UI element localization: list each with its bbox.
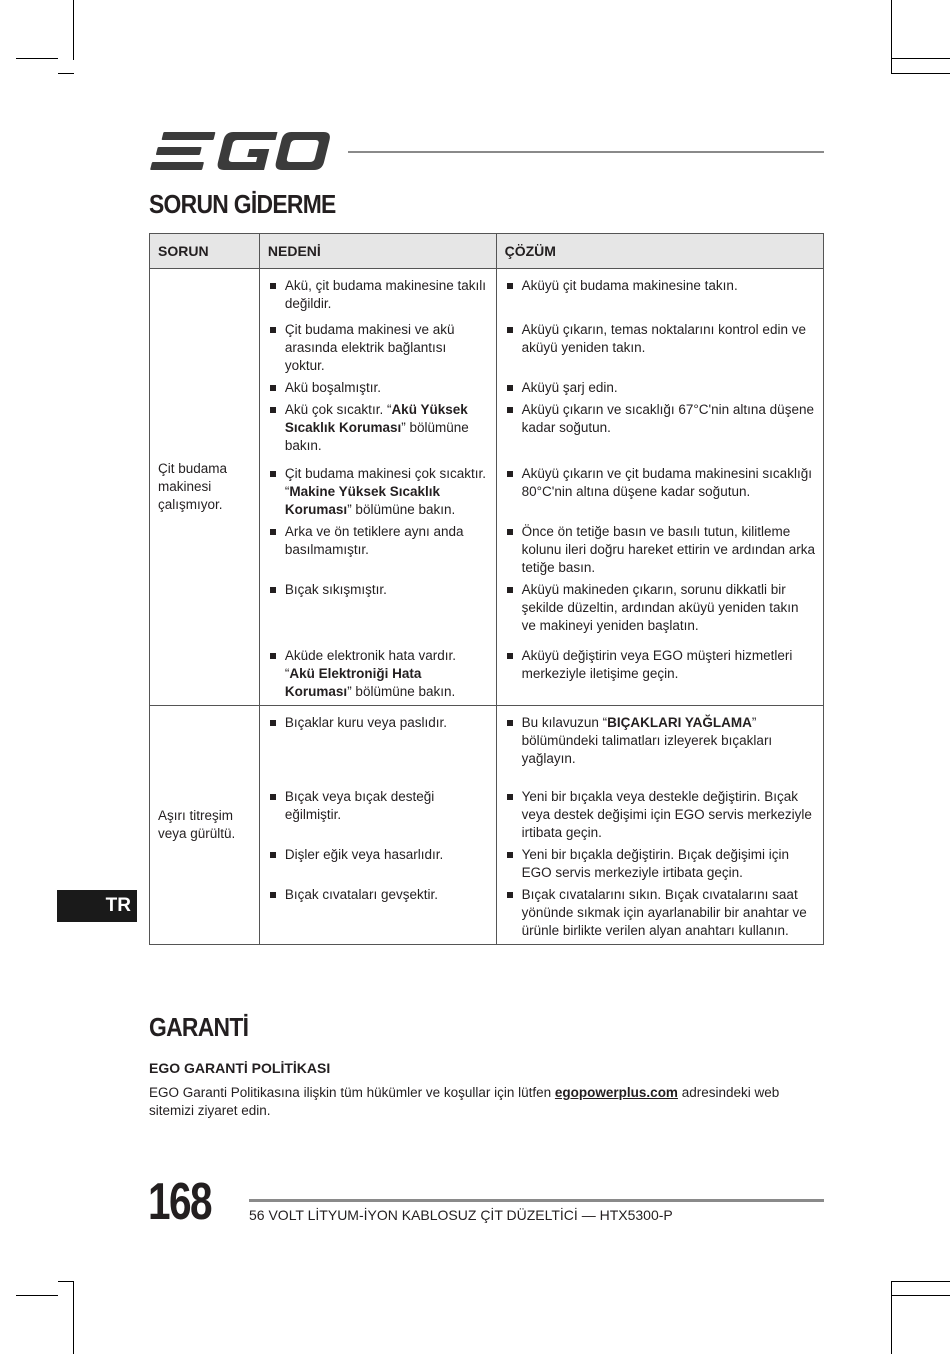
square-bullet-icon xyxy=(270,385,276,391)
square-bullet-icon xyxy=(270,407,276,413)
text-segment: ” bölümüne bakın. xyxy=(347,684,456,699)
cause-item xyxy=(260,846,496,864)
cause-item xyxy=(260,788,496,824)
crop-mark xyxy=(16,1295,58,1296)
cause-text xyxy=(285,886,488,904)
cause-item xyxy=(260,401,496,455)
solution-item xyxy=(497,647,823,683)
text-segment: Akü, çit budama makinesine takılı değildir. xyxy=(284,278,487,311)
cause-item xyxy=(260,714,496,732)
square-bullet-icon xyxy=(507,720,513,726)
crop-mark xyxy=(891,0,892,74)
text-segment: Bıçak sıkışmıştır. xyxy=(284,582,387,597)
solution-item xyxy=(497,465,823,501)
solution-cell xyxy=(496,581,823,647)
square-bullet-icon xyxy=(270,327,276,333)
cause-cell xyxy=(259,846,496,886)
cause-cell xyxy=(259,321,496,379)
crop-mark xyxy=(16,58,58,59)
crop-mark xyxy=(891,1281,892,1354)
solution-cell xyxy=(496,788,823,846)
cause-text xyxy=(285,647,488,701)
solution-text xyxy=(522,846,815,882)
cause-cell xyxy=(259,379,496,401)
warranty-text-after: adresindeki web sitemizi ziyaret edin. xyxy=(149,1085,780,1118)
cause-cell xyxy=(259,886,496,945)
table-row xyxy=(150,269,824,322)
warranty-title: GARANTİ xyxy=(149,1012,249,1042)
cause-text xyxy=(285,788,488,824)
text-segment: Akü boşalmıştır. xyxy=(284,380,381,395)
square-bullet-icon xyxy=(270,471,276,477)
bold-text-segment: BIÇAKLARI YAĞLAMA xyxy=(607,715,752,730)
text-segment: Aküyü çıkarın, temas noktalarını kontrol edin ve aküyü yeniden takın. xyxy=(521,322,806,355)
solution-cell xyxy=(496,523,823,581)
warranty-link[interactable]: egopowerplus.com xyxy=(554,1085,678,1100)
cause-item xyxy=(260,321,496,375)
solution-text xyxy=(522,523,815,577)
text-segment: Aküyü çıkarın ve çit budama makinesini sıcaklığı 80°C'nin altına düşene kadar soğutun. xyxy=(521,466,812,499)
solution-text xyxy=(522,886,815,940)
cause-item xyxy=(260,581,496,599)
cause-cell xyxy=(259,523,496,581)
solution-item xyxy=(497,321,823,357)
square-bullet-icon xyxy=(270,653,276,659)
cause-text xyxy=(285,714,488,732)
square-bullet-icon xyxy=(507,529,513,535)
problem-text: Çit budama makinesi çalışmıyor. xyxy=(158,461,228,512)
square-bullet-icon xyxy=(270,587,276,593)
cause-cell xyxy=(259,269,496,322)
cause-item xyxy=(260,465,496,519)
cause-cell xyxy=(259,706,496,789)
text-segment: Çit budama makinesi çok sıcaktır. “ xyxy=(284,466,486,499)
bold-text-segment: Akü Yüksek Sıcaklık Koruması xyxy=(284,402,468,435)
solution-text xyxy=(522,321,815,357)
cause-cell xyxy=(259,788,496,846)
cause-text xyxy=(285,846,488,864)
text-segment: Aküyü çit budama makinesine takın. xyxy=(521,278,738,293)
cause-item xyxy=(260,523,496,559)
text-segment: Bıçak cıvatalarını sıkın. Bıçak cıvatalarını saat yönünde sıkmak için ayarlanabilir bir anahtar ve ürünle birlikte verilen alyan anahtarı kullanın. xyxy=(521,887,807,938)
text-segment: Aküde elektronik hata vardır. “ xyxy=(284,648,457,681)
text-segment: Bıçaklar kuru veya paslıdır. xyxy=(284,715,447,730)
square-bullet-icon xyxy=(507,471,513,477)
cause-text xyxy=(285,465,488,519)
solution-text xyxy=(522,647,815,683)
square-bullet-icon xyxy=(507,587,513,593)
table-body xyxy=(150,269,824,945)
table-header-row xyxy=(150,234,824,269)
text-segment: Akü çok sıcaktır. “ xyxy=(284,402,392,417)
problem-cell xyxy=(150,706,260,945)
warranty-paragraph xyxy=(149,1084,824,1120)
cause-text xyxy=(285,581,488,599)
cause-cell xyxy=(259,581,496,647)
troubleshooting-title: SORUN GİDERME xyxy=(149,189,336,219)
solution-item xyxy=(497,581,823,635)
crop-mark xyxy=(73,0,74,60)
crop-mark xyxy=(892,1295,950,1296)
solution-text xyxy=(522,714,815,768)
cause-text xyxy=(285,523,488,559)
solution-item xyxy=(497,846,823,882)
text-segment: Bıçak veya bıçak desteği eğilmiştir. xyxy=(284,789,435,822)
text-segment: Aküyü değiştirin veya EGO müşteri hizmetleri merkeziyle iletişime geçin. xyxy=(521,648,793,681)
cause-text xyxy=(285,277,488,313)
square-bullet-icon xyxy=(507,794,513,800)
cause-cell xyxy=(259,647,496,706)
solution-item xyxy=(497,277,823,295)
troubleshooting-table xyxy=(149,233,824,945)
solution-cell xyxy=(496,401,823,465)
cause-item xyxy=(260,647,496,701)
bold-text-segment: Akü Elektroniği Hata Koruması xyxy=(284,666,422,699)
square-bullet-icon xyxy=(507,852,513,858)
solution-text xyxy=(522,379,815,397)
text-segment: ” bölümündeki talimatları izleyerek bıçakları yağlayın. xyxy=(521,715,773,766)
cause-cell xyxy=(259,465,496,523)
square-bullet-icon xyxy=(507,327,513,333)
text-segment: Yeni bir bıçakla veya destekle değiştirin. Bıçak veya destek değişimi için EGO servis merkeziyle irtibata geçin. xyxy=(521,789,812,840)
solution-cell xyxy=(496,465,823,523)
text-segment: Arka ve ön tetiklere aynı anda basılmamıştır. xyxy=(284,524,464,557)
table-row xyxy=(150,706,824,789)
warranty-subheading: EGO GARANTİ POLİTİKASI xyxy=(149,1060,331,1076)
column-header-problem: SORUN xyxy=(150,234,260,269)
square-bullet-icon xyxy=(507,892,513,898)
text-segment: Dişler eğik veya hasarlıdır. xyxy=(284,847,444,862)
problem-cell xyxy=(150,269,260,706)
crop-mark xyxy=(892,73,950,74)
square-bullet-icon xyxy=(270,720,276,726)
bold-text-segment: Makine Yüksek Sıcaklık Koruması xyxy=(284,484,441,517)
text-segment: ” bölümüne bakın. xyxy=(284,420,469,453)
solution-text xyxy=(522,581,815,635)
crop-mark xyxy=(892,58,950,59)
solution-text xyxy=(522,401,815,437)
square-bullet-icon xyxy=(270,892,276,898)
solution-cell xyxy=(496,647,823,706)
text-segment: Aküyü makineden çıkarın, sorunu dikkatli bir şekilde düzeltin, ardından aküyü yeniden takın ve makineyi yeniden başlatın. xyxy=(521,582,799,633)
square-bullet-icon xyxy=(270,529,276,535)
footer-rule xyxy=(249,1199,824,1202)
text-segment: Bu kılavuzun “ xyxy=(521,715,608,730)
text-segment: Önce ön tetiğe basın ve basılı tutun, kilitleme kolunu ileri doğru hareket ettirin ve ardından arka tetiğe basın. xyxy=(521,524,815,575)
solution-item xyxy=(497,379,823,397)
text-segment: Aküyü çıkarın ve sıcaklığı 67°C'nin altına düşene kadar soğutun. xyxy=(521,402,814,435)
cause-item xyxy=(260,379,496,397)
solution-text xyxy=(522,788,815,842)
crop-mark xyxy=(892,1281,950,1282)
text-segment: Çit budama makinesi ve akü arasında elektrik bağlantısı yoktur. xyxy=(284,322,455,373)
crop-mark xyxy=(73,1282,74,1354)
solution-cell xyxy=(496,886,823,945)
text-segment: Yeni bir bıçakla değiştirin. Bıçak değişimi için EGO servis merkeziyle irtibata geçin. xyxy=(521,847,789,880)
cause-item xyxy=(260,886,496,904)
cause-text xyxy=(285,321,488,375)
square-bullet-icon xyxy=(270,852,276,858)
crop-mark xyxy=(58,1281,74,1282)
solution-text xyxy=(522,465,815,501)
problem-text: Aşırı titreşim veya gürültü. xyxy=(158,808,236,841)
square-bullet-icon xyxy=(507,407,513,413)
solution-item xyxy=(497,714,823,768)
footer-title: 56 VOLT LİTYUM-İYON KABLOSUZ ÇİT DÜZELTİCİ — HTX5300-P xyxy=(249,1207,673,1223)
page-number: 168 xyxy=(148,1173,211,1231)
solution-item xyxy=(497,788,823,842)
warranty-text-before: EGO Garanti Politikasına ilişkin tüm hükümler ve koşullar için lütfen xyxy=(149,1085,555,1100)
column-header-solution: ÇÖZÜM xyxy=(496,234,823,269)
solution-item xyxy=(497,401,823,437)
text-segment: Bıçak cıvataları gevşektir. xyxy=(284,887,438,902)
text-segment: Aküyü şarj edin. xyxy=(521,380,618,395)
ego-logo xyxy=(150,130,332,172)
solution-cell xyxy=(496,846,823,886)
cause-text xyxy=(285,401,488,455)
text-segment: ” bölümüne bakın. xyxy=(347,502,456,517)
solution-item xyxy=(497,523,823,577)
solution-cell xyxy=(496,269,823,322)
language-tab: TR xyxy=(57,890,137,922)
solution-item xyxy=(497,886,823,940)
square-bullet-icon xyxy=(507,283,513,289)
solution-cell xyxy=(496,706,823,789)
solution-cell xyxy=(496,321,823,379)
solution-text xyxy=(522,277,815,295)
cause-cell xyxy=(259,401,496,465)
square-bullet-icon xyxy=(507,653,513,659)
square-bullet-icon xyxy=(270,283,276,289)
square-bullet-icon xyxy=(270,794,276,800)
column-header-cause: NEDENİ xyxy=(259,234,496,269)
solution-cell xyxy=(496,379,823,401)
crop-mark xyxy=(58,73,74,74)
cause-item xyxy=(260,277,496,313)
header-rule xyxy=(348,151,824,153)
cause-text xyxy=(285,379,488,397)
square-bullet-icon xyxy=(507,385,513,391)
